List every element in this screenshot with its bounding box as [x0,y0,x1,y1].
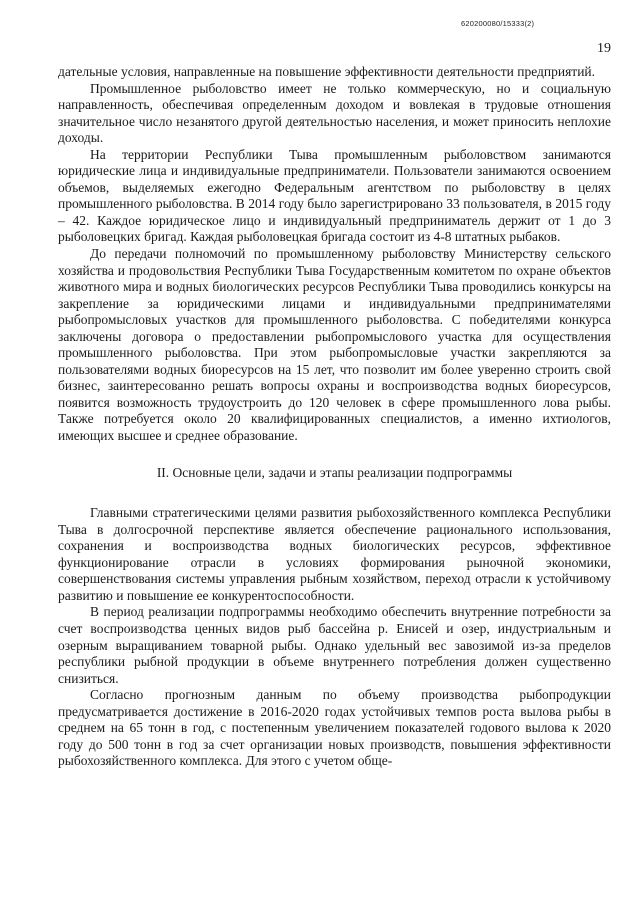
document-body [58,64,611,770]
section-heading: II. Основные цели, задачи и этапы реализации подпрограммы [156,464,513,480]
paragraph: Согласно прогнозным данным по объему производства рыбопродукции предусматривается достижение в 2016-2020 годах устойчивых темпов роста вылова рыбы в среднем на 65 тонн в год, с постепенным увеличением показателей годового вылова к 2020 году до 500 тонн в год за счет организации новых производств, повышения эффективности рыбохозяйственного комплекса. Для этого с учетом обще- [58,687,611,769]
paragraph: Промышленное рыболовство имеет не только коммерческую, но и социальную направленность, обеспечивая определенным доходом и вовлекая в трудовые отношения значительное число незанятого другой деятельностью населения, и может приносить неплохие доходы. [58,80,611,146]
page-number: 19 [597,41,611,56]
paragraph: дательные условия, направленные на повышение эффективности деятельности предприятий. [58,64,596,79]
document-id: 620200080/15333(2) [461,19,535,28]
paragraph: На территории Республики Тыва промышленным рыболовством занимаются юридические лица и индивидуальные предприниматели. Пользователи занимаются освоением объемов, выделяемых ежегодно Федеральным агентством по рыболовству в целях промышленного рыболовства. В 2014 году было зарегистрировано 33 пользователя, в 2015 году – 42. Каждое юридическое лицо и индивидуальный предприниматель держит от 1 до 3 рыболовецких бригад. Каждая рыболовецкая бригада состоит из 4-8 штатных рыбаков. [58,146,611,245]
paragraph: До передачи полномочий по промышленному рыболовству Министерству сельского хозяйства и продовольствия Республики Тыва Государственным комитетом по охране объектов животного мира и водных биологических ресурсов Республики Тыва проводились конкурсы на закрепление за юридическими лицами и индивидуальными предпринимателями рыбопромысловых участков для промышленного рыболовства. С победителями конкурса заключены договора о предоставлении рыбопромыслового участка для осуществления промышленного рыболовства. При этом рыбопромысловые участки закрепляются за пользователями водных биоресурсов на 15 лет, что позволит им более уверенно строить свой бизнес, заинтересованно решать вопросы охраны и воспроизводства водных биоресурсов, появится возможность трудоустроить до 120 человек в сфере промышленного лова рыбы. Также потребуется около 20 квалифицированных специалистов, а именно ихтиологов, имеющих высшее и среднее образование. [58,246,611,444]
paragraph: В период реализации подпрограммы необходимо обеспечить внутренние потребности за счет воспроизводства ценных видов рыб бассейна р. Енисей и озер, индустриальным и озерным выращиванием товарной рыбы. Однако удельный вес завозимой из-за пределов республики рыбной продукции в объеме внутреннего потребления должен существенно снизиться. [58,604,611,686]
paragraph: Главными стратегическими целями развития рыбохозяйственного комплекса Республики Тыва в долгосрочной перспективе является обеспечение рационального использования, сохранения и воспроизводства водных биологических ресурсов, эффективное функционирование отрасли в условиях формирования рыночной экономики, совершенствования системы управления рыбным хозяйством, переход отрасли к устойчивому развитию и повышение ее конкурентоспособности. [58,505,611,603]
